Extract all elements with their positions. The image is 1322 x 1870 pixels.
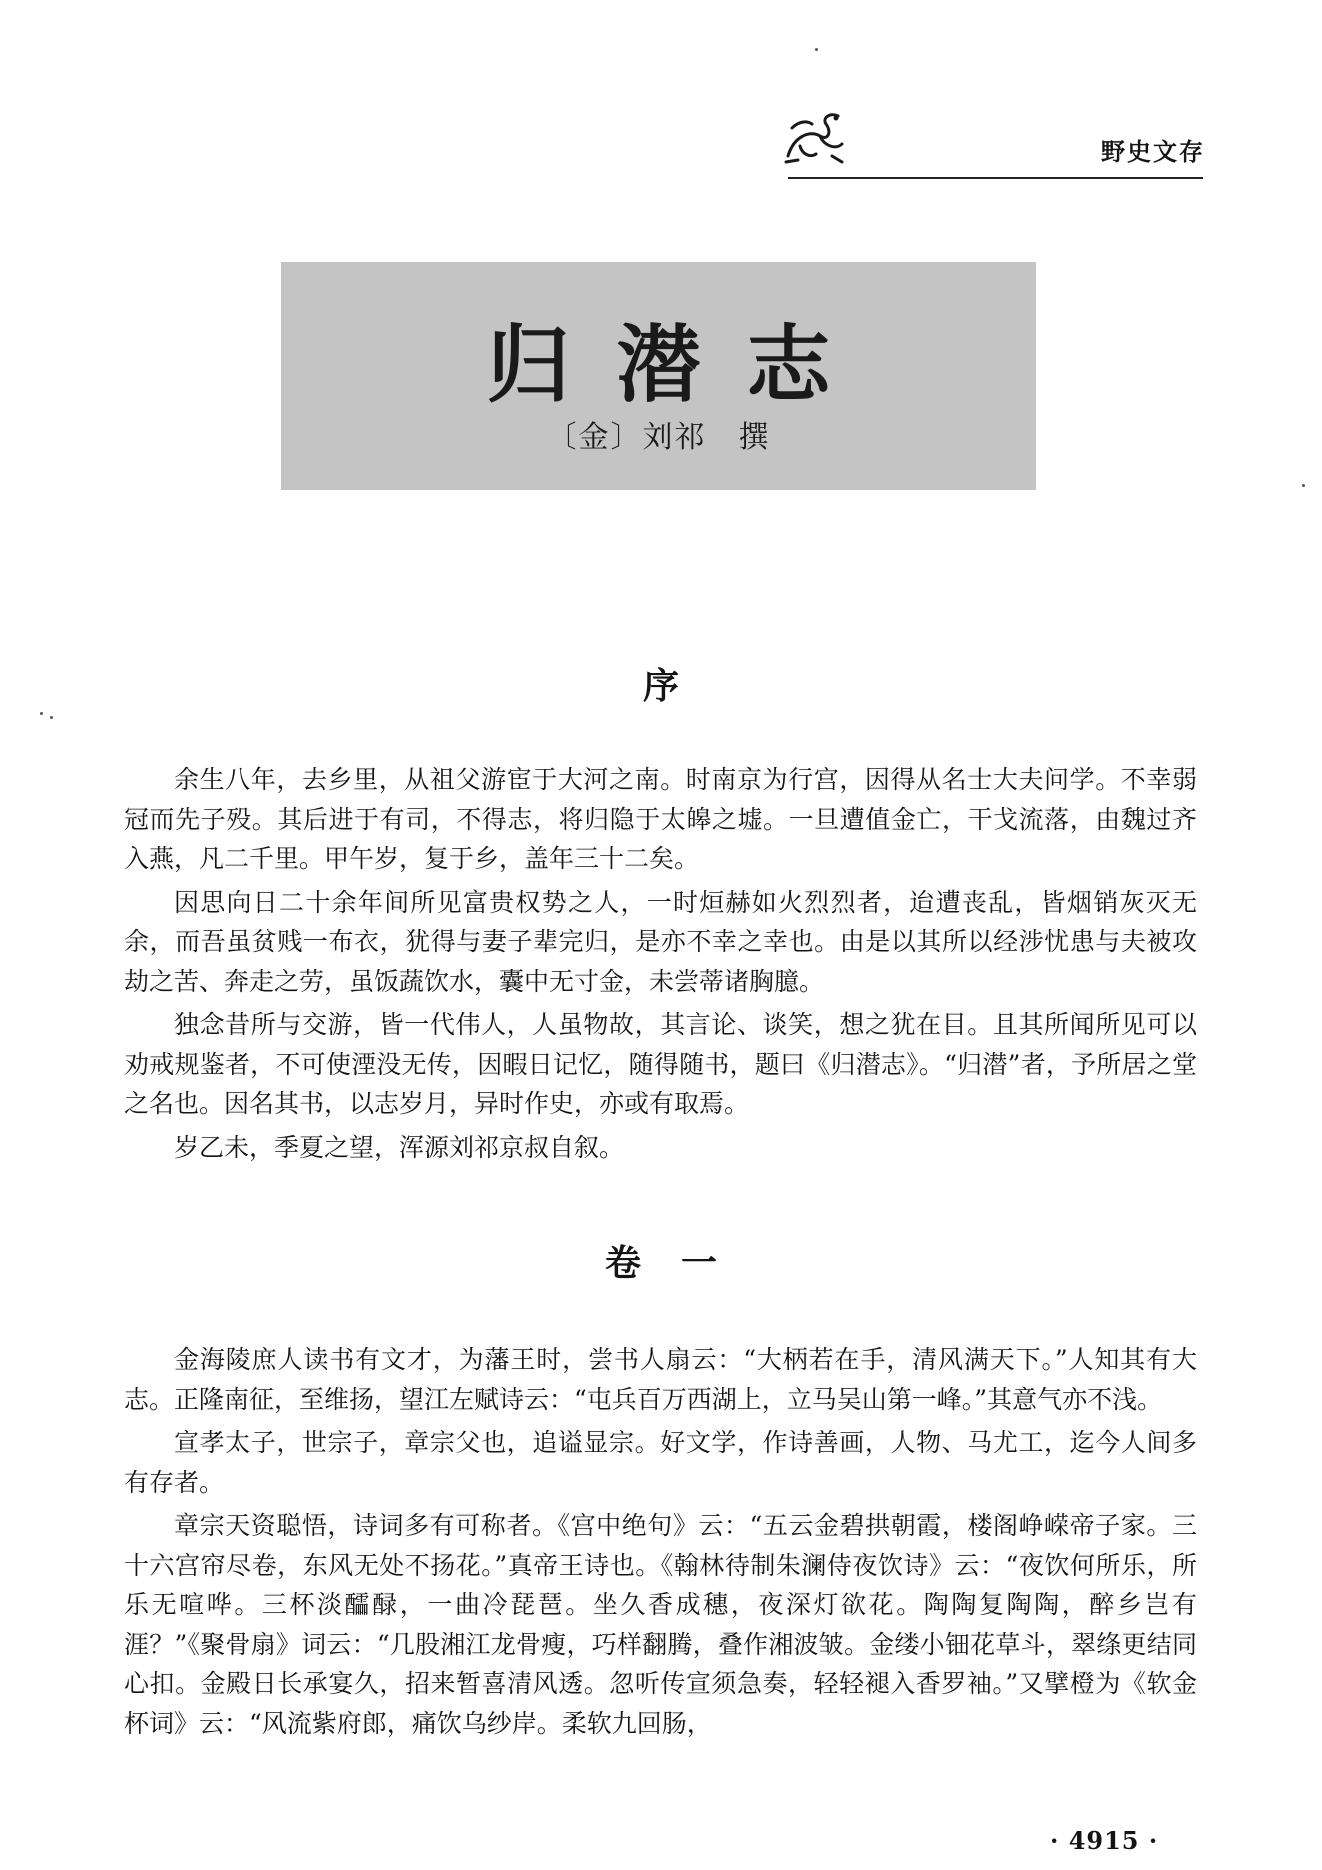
preface-paragraph: 独念昔所与交游，皆一代伟人，人虽物故，其言论、谈笑，想之犹在目。且其所闻所见可以劝戒规鉴者，不可使湮没无传，因暇日记忆，随得随书，题曰《归潜志》。“归潜”者，予所居之堂之名也。因名其书，以志岁月，异时作史，亦或有取焉。 <box>124 1010 1197 1118</box>
volume-one-body <box>124 1340 1197 1747</box>
preface-paragraph: 岁乙未，季夏之望，浑源刘祁京叔自叙。 <box>174 1132 625 1162</box>
title-banner <box>281 262 1036 490</box>
volume-one-heading: 卷一 <box>604 1243 757 1284</box>
header-divider <box>788 177 1203 179</box>
volume-one-paragraph: 章宗天资聪悟，诗词多有可称者。《宫中绝句》云：“五云金碧拱朝霞，楼阁峥嵘帝子家。三十六宫帘尽卷，东风无处不扬花。”真帝王诗也。《翰林待制朱澜侍夜饮诗》云：“夜饮何所乐，所乐无喧哗。三杯淡醽醁，一曲冷琵琶。坐久香成穗，夜深灯欲花。陶陶复陶陶，醉乡岂有涯？”《聚骨扇》词云：“几股湘江龙骨瘦，巧样翻腾，叠作湘波皱。金缕小钿花草斗，翠绦更结同心扣。金殿日长承宴久，招来暂喜清风透。忽听传宣须急奏，轻轻褪入香罗袖。”又擘橙为《软金杯词》云：“风流紫府郎，痛饮乌纱岸。柔软九回肠， <box>124 1511 1197 1738</box>
preface-paragraph: 余生八年，去乡里，从祖父游宦于大河之南。时南京为行宫，因得从名士大夫问学。不幸弱冠而先子殁。其后进于有司，不得志，将归隐于太皞之墟。一旦遭值金亡，干戈流落，由魏过齐入燕，凡二千里。甲午岁，复于乡，盖年三十二矣。 <box>124 765 1197 873</box>
preface-heading: 序 <box>642 666 679 707</box>
scan-speck <box>40 712 43 715</box>
scan-speck <box>50 716 53 719</box>
volume-one-paragraph: 金海陵庶人读书有文才，为藩王时，尝书人扇云：“大柄若在手，清风满天下。”人知其有大志。正隆南征，至维扬，望江左赋诗云：“屯兵百万西湖上，立马吴山第一峰。”其意气亦不浅。 <box>124 1345 1197 1414</box>
dragon-emblem-icon <box>780 106 850 168</box>
scan-speck <box>815 48 818 51</box>
author-line: 〔金〕刘祁 撰 <box>546 420 771 455</box>
scan-speck <box>1302 484 1305 487</box>
page-number: · 4915 · <box>1050 1826 1159 1855</box>
preface-body <box>124 760 1197 1171</box>
volume-one-paragraph: 宣孝太子，世宗子，章宗父也，追谥显宗。好文学，作诗善画，人物、马尤工，迄今人间多有存者。 <box>124 1428 1197 1497</box>
preface-paragraph: 因思向日二十余年间所见富贵权势之人，一时烜赫如火烈烈者，迨遭丧乱，皆烟销灰灭无余，而吾虽贫贱一布衣，犹得与妻子辈完归，是亦不幸之幸也。由是以其所以经涉忧患与夫被攻劫之苦、奔走之劳，虽饭蔬饮水，囊中无寸金，未尝蒂诸胸臆。 <box>124 887 1197 996</box>
series-title: 野史文存 <box>1101 138 1205 166</box>
book-title: 归潜志 <box>486 315 877 414</box>
